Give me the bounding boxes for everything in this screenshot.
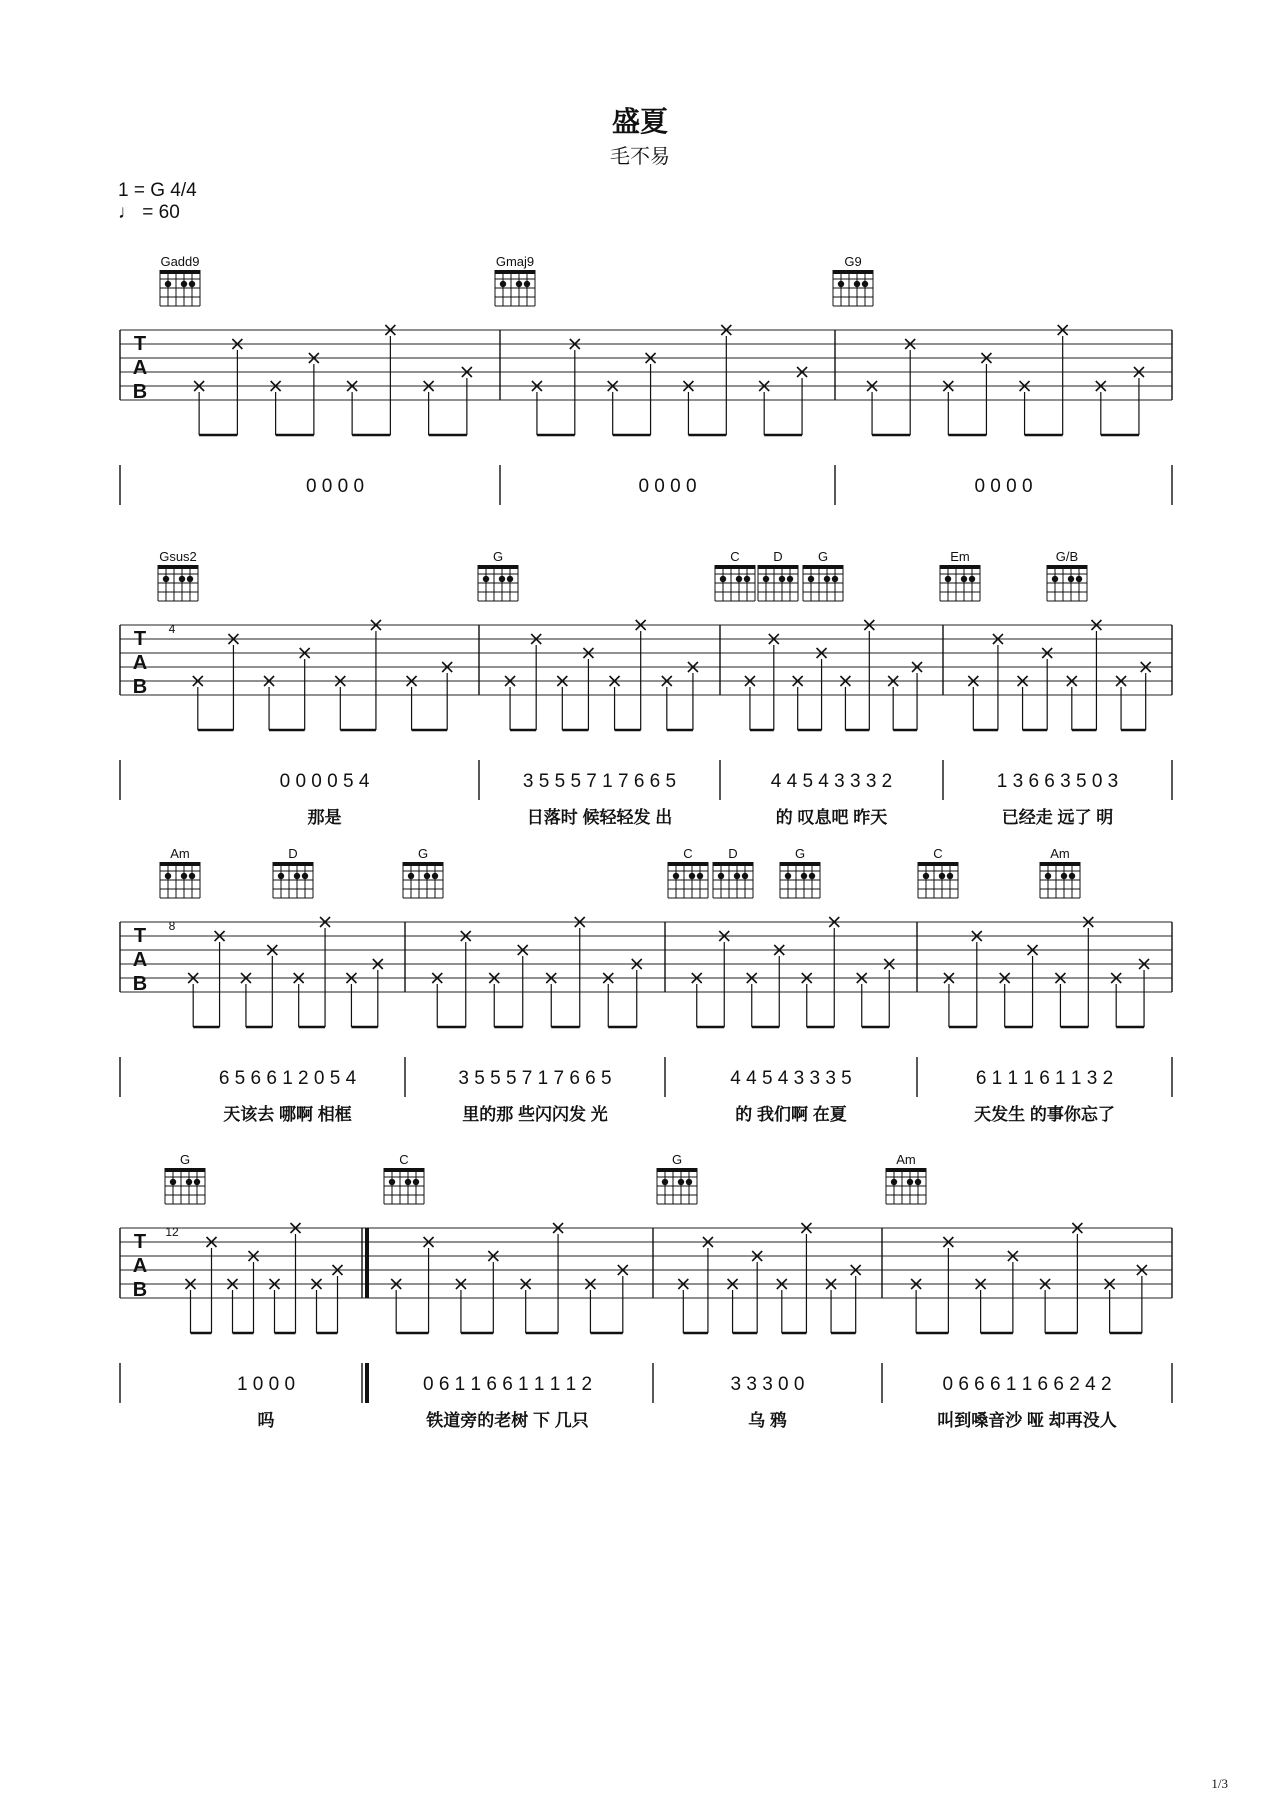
chord-name: C <box>730 549 740 564</box>
chord-dot <box>1045 873 1051 879</box>
chord-dot <box>187 576 193 582</box>
chord-dot <box>689 873 695 879</box>
numbered-notation: 0 0 0 0 5 4 <box>279 771 370 792</box>
chord-dot <box>862 281 868 287</box>
chord-name: Am <box>170 846 190 861</box>
chord-dot <box>662 1179 668 1185</box>
chord-dot <box>516 281 522 287</box>
chord-diagram <box>1040 862 1080 898</box>
chord-dot <box>763 576 769 582</box>
measure-number: 12 <box>165 1225 179 1239</box>
chord-dot <box>838 281 844 287</box>
chord-nut <box>403 862 443 866</box>
chord-diagram <box>478 565 518 601</box>
chord-dot <box>736 576 742 582</box>
numbered-notation: 3 5 5 5 7 1 7 6 6 5 <box>458 1068 612 1089</box>
chord-dot <box>181 873 187 879</box>
chord-name: Gmaj9 <box>495 254 535 269</box>
chord-dot <box>785 873 791 879</box>
chord-dot <box>302 873 308 879</box>
chord-name: G <box>671 1152 683 1167</box>
chord-name: D <box>728 846 738 861</box>
chord-name: C <box>683 846 693 861</box>
lyrics-line: 铁道旁的老树 下 几只 <box>426 1411 589 1430</box>
chord-name: G/B <box>1055 549 1079 564</box>
chord-dot <box>718 873 724 879</box>
chord-dot <box>961 576 967 582</box>
measure-number: 8 <box>168 919 176 933</box>
chord-dot <box>734 873 740 879</box>
chord-dot <box>1052 576 1058 582</box>
tab-clef-letter: A <box>132 949 148 971</box>
chord-dot <box>923 873 929 879</box>
chord-name: Gsus2 <box>159 549 197 564</box>
chord-name: D <box>288 846 298 861</box>
numbered-notation: 0 0 0 0 <box>974 476 1033 497</box>
chord-dot <box>483 576 489 582</box>
chord-diagram <box>715 565 755 601</box>
chord-dot <box>163 576 169 582</box>
chord-name: G <box>492 549 504 564</box>
chord-diagram <box>160 270 200 306</box>
tab-clef-letter: T <box>133 333 147 355</box>
chord-diagram <box>158 565 198 601</box>
chord-nut <box>165 1168 205 1172</box>
chord-dot <box>678 1179 684 1185</box>
chord-dot <box>686 1179 692 1185</box>
chord-dot <box>824 576 830 582</box>
chord-name: G <box>817 549 829 564</box>
numbered-notation: 0 6 1 1 6 6 1 1 1 1 2 <box>422 1374 593 1395</box>
chord-dot <box>1069 873 1075 879</box>
chord-name: G <box>417 846 429 861</box>
chord-nut <box>160 270 200 274</box>
chord-dot <box>500 281 506 287</box>
chord-dot <box>413 1179 419 1185</box>
chord-dot <box>181 281 187 287</box>
chord-nut <box>713 862 753 866</box>
chord-diagram <box>495 270 535 306</box>
lyrics-line: 乌 鸦 <box>748 1411 787 1430</box>
chord-diagram <box>384 1168 424 1204</box>
lyrics-line: 叫到嗓音沙 哑 却再没人 <box>937 1411 1117 1430</box>
numbered-notation: 0 0 0 0 <box>305 476 365 497</box>
tab-clef-letter: T <box>133 628 147 650</box>
chord-nut <box>657 1168 697 1172</box>
chord-nut <box>668 862 708 866</box>
chord-dot <box>697 873 703 879</box>
chord-dot <box>720 576 726 582</box>
song-artist: 毛不易 <box>610 144 670 168</box>
chord-diagram <box>273 862 313 898</box>
chord-dot <box>524 281 530 287</box>
tempo-value: = 60 <box>142 202 180 223</box>
numbered-notation: 3 5 5 5 7 1 7 6 6 5 <box>522 771 677 792</box>
key-signature: 1 = G 4/4 <box>118 180 197 201</box>
chord-dot <box>673 873 679 879</box>
chord-name: G9 <box>844 254 862 269</box>
chord-dot <box>854 281 860 287</box>
chord-diagram <box>803 565 843 601</box>
chord-nut <box>940 565 980 569</box>
chord-dot <box>408 873 414 879</box>
chord-dot <box>947 873 953 879</box>
lyrics-line: 的 我们啊 在夏 <box>735 1105 847 1124</box>
chord-diagram <box>713 862 753 898</box>
chord-dot <box>1061 873 1067 879</box>
lyrics-line: 日落时 候轻轻发 出 <box>526 808 673 827</box>
chord-diagram <box>918 862 958 898</box>
chord-dot <box>809 873 815 879</box>
chord-diagram <box>165 1168 205 1204</box>
chord-dot <box>189 281 195 287</box>
measure-number: 4 <box>168 622 176 636</box>
chord-diagram <box>758 565 798 601</box>
chord-diagram <box>780 862 820 898</box>
quarter-note-icon: ♩ <box>118 202 137 223</box>
tab-clef-letter: B <box>132 676 148 698</box>
numbered-notation: 1 3 6 6 3 5 0 3 <box>996 771 1119 792</box>
numbered-notation: 3 3 3 0 0 <box>730 1374 805 1395</box>
chord-dot <box>1076 576 1082 582</box>
chord-diagram <box>403 862 443 898</box>
chord-name: G <box>179 1152 191 1167</box>
chord-dot <box>915 1179 921 1185</box>
chord-diagram <box>160 862 200 898</box>
chord-nut <box>273 862 313 866</box>
tab-clef-letter: B <box>132 973 148 995</box>
chord-dot <box>499 576 505 582</box>
chord-diagram <box>886 1168 926 1204</box>
lyrics-line: 天该去 哪啊 相框 <box>223 1105 352 1124</box>
chord-dot <box>801 873 807 879</box>
lyrics-line: 吗 <box>257 1411 275 1430</box>
chord-dot <box>891 1179 897 1185</box>
lyrics-line: 那是 <box>307 808 342 827</box>
chord-name: C <box>399 1152 409 1167</box>
chord-dot <box>808 576 814 582</box>
chord-nut <box>384 1168 424 1172</box>
numbered-notation: 6 5 6 6 1 2 0 5 4 <box>218 1068 357 1089</box>
chord-diagram <box>940 565 980 601</box>
chord-dot <box>194 1179 200 1185</box>
chord-dot <box>294 873 300 879</box>
numbered-notation: 0 0 0 0 <box>638 476 697 497</box>
song-title: 盛夏 <box>611 105 668 138</box>
numbered-notation: 1 0 0 0 <box>236 1374 296 1395</box>
chord-dot <box>939 873 945 879</box>
chord-diagram <box>657 1168 697 1204</box>
lyrics-line: 的 叹息吧 昨天 <box>775 808 888 827</box>
tab-clef-letter: A <box>132 357 148 379</box>
chord-nut <box>478 565 518 569</box>
chord-dot <box>969 576 975 582</box>
chord-dot <box>787 576 793 582</box>
chord-dot <box>507 576 513 582</box>
tab-clef-letter: A <box>132 1255 148 1277</box>
chord-dot <box>907 1179 913 1185</box>
chord-dot <box>278 873 284 879</box>
numbered-notation: 6 1 1 1 6 1 1 3 2 <box>975 1068 1114 1089</box>
tab-clef-letter: T <box>133 925 147 947</box>
chord-diagram <box>1047 565 1087 601</box>
page-number: 1/3 <box>1211 1776 1228 1791</box>
chord-dot <box>744 576 750 582</box>
chord-nut <box>758 565 798 569</box>
lyrics-line: 里的那 些闪闪发 光 <box>462 1105 608 1124</box>
chord-name: Em <box>950 549 970 564</box>
chord-dot <box>779 576 785 582</box>
tab-clef-letter: B <box>132 1279 148 1301</box>
chord-dot <box>742 873 748 879</box>
chord-dot <box>432 873 438 879</box>
chord-name: C <box>933 846 943 861</box>
chord-nut <box>1040 862 1080 866</box>
chord-nut <box>495 270 535 274</box>
tab-clef-letter: A <box>132 652 148 674</box>
lyrics-line: 已经走 远了 明 <box>1001 808 1114 827</box>
chord-nut <box>1047 565 1087 569</box>
chord-diagram <box>833 270 873 306</box>
chord-name: G <box>794 846 806 861</box>
chord-dot <box>165 873 171 879</box>
chord-nut <box>780 862 820 866</box>
chord-dot <box>389 1179 395 1185</box>
chord-dot <box>832 576 838 582</box>
tab-clef-letter: B <box>132 381 148 403</box>
chord-nut <box>158 565 198 569</box>
chord-nut <box>886 1168 926 1172</box>
chord-dot <box>186 1179 192 1185</box>
chord-nut <box>803 565 843 569</box>
chord-dot <box>179 576 185 582</box>
chord-nut <box>833 270 873 274</box>
chord-name: Am <box>1050 846 1070 861</box>
tab-clef-letter: T <box>133 1231 147 1253</box>
chord-dot <box>165 281 171 287</box>
numbered-notation: 0 6 6 6 1 1 6 6 2 4 2 <box>942 1374 1112 1395</box>
chord-dot <box>189 873 195 879</box>
chord-nut <box>160 862 200 866</box>
chord-dot <box>170 1179 176 1185</box>
chord-name: Gadd9 <box>160 254 200 269</box>
chord-name: D <box>773 549 783 564</box>
chord-dot <box>1068 576 1074 582</box>
chord-nut <box>918 862 958 866</box>
numbered-notation: 4 4 5 4 3 3 3 2 <box>770 771 893 792</box>
chord-nut <box>715 565 755 569</box>
chord-name: Am <box>896 1152 916 1167</box>
chord-diagram <box>668 862 708 898</box>
lyrics-line: 天发生 的事你忘了 <box>974 1105 1115 1124</box>
numbered-notation: 4 4 5 4 3 3 3 5 <box>730 1068 852 1089</box>
chord-dot <box>424 873 430 879</box>
chord-dot <box>945 576 951 582</box>
chord-dot <box>405 1179 411 1185</box>
